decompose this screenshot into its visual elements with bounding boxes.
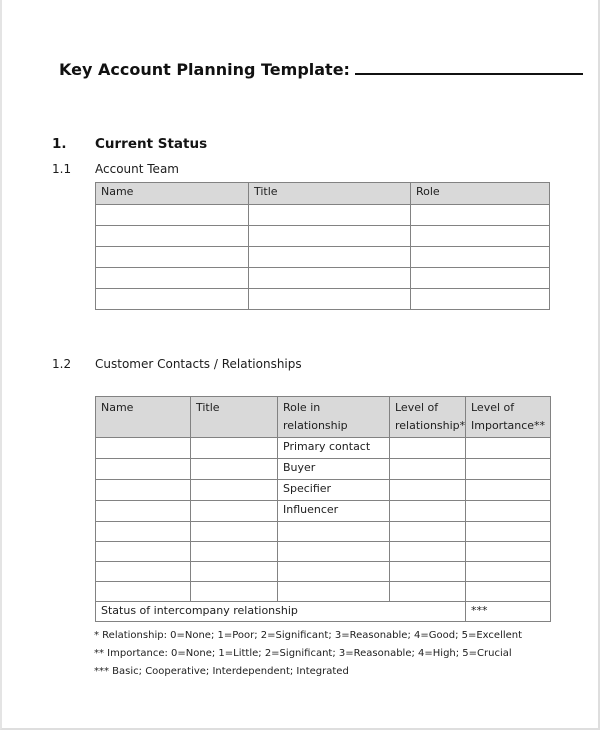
table-row	[96, 247, 550, 268]
column-header-level-of-relationship: Level of relationship*	[390, 397, 466, 438]
empty-cell	[191, 501, 278, 522]
title-blank-line	[355, 62, 583, 75]
table-row	[96, 582, 551, 602]
table-row	[96, 438, 551, 459]
empty-cell	[411, 247, 550, 268]
column-header-role-in-relationship: Role in relationship	[278, 397, 390, 438]
status-row	[96, 602, 551, 622]
empty-cell	[466, 459, 551, 480]
table-row	[96, 459, 551, 480]
section-number: 1.	[52, 136, 67, 152]
column-header-role: Role	[411, 183, 550, 205]
empty-cell	[278, 562, 390, 582]
role-cell: Buyer	[278, 459, 390, 480]
empty-cell	[96, 562, 191, 582]
empty-cell	[278, 542, 390, 562]
table-row	[96, 268, 550, 289]
subsection-number: 1.1	[52, 162, 72, 176]
empty-cell	[390, 522, 466, 542]
empty-cell	[466, 501, 551, 522]
role-cell: Specifier	[278, 480, 390, 501]
empty-cell	[96, 226, 249, 247]
empty-cell	[96, 438, 191, 459]
status-value-cell: ***	[466, 602, 551, 622]
empty-cell	[390, 501, 466, 522]
empty-cell	[191, 480, 278, 501]
empty-cell	[249, 247, 411, 268]
empty-cell	[96, 459, 191, 480]
empty-cell	[191, 438, 278, 459]
subsection-title: Account Team	[95, 162, 179, 176]
empty-cell	[96, 289, 249, 310]
subsection-title: Customer Contacts / Relationships	[95, 357, 302, 371]
table-row	[96, 480, 551, 501]
subsection-number: 1.2	[52, 357, 72, 371]
table-row	[96, 205, 550, 226]
empty-cell	[466, 480, 551, 501]
empty-cell	[249, 226, 411, 247]
table-row	[96, 289, 550, 310]
empty-cell	[96, 480, 191, 501]
table-row	[96, 542, 551, 562]
section-title: Current Status	[95, 136, 208, 152]
table-row	[96, 562, 551, 582]
empty-cell	[390, 542, 466, 562]
empty-cell	[390, 459, 466, 480]
column-header-level-of-importance: Level of Importance**	[466, 397, 551, 438]
column-header-title: Title	[191, 397, 278, 438]
role-cell: Primary contact	[278, 438, 390, 459]
subsection-heading-customer-contacts	[52, 357, 302, 371]
empty-cell	[96, 247, 249, 268]
footnote-status-scale: *** Basic; Cooperative; Interdependent; Integrated	[94, 666, 349, 677]
empty-cell	[466, 522, 551, 542]
empty-cell	[278, 582, 390, 602]
status-label-cell: Status of intercompany relationship	[96, 602, 466, 622]
empty-cell	[411, 205, 550, 226]
empty-cell	[191, 542, 278, 562]
empty-cell	[390, 562, 466, 582]
table-row	[96, 501, 551, 522]
column-header-name: Name	[96, 397, 191, 438]
empty-cell	[411, 289, 550, 310]
empty-cell	[390, 480, 466, 501]
column-header-name: Name	[96, 183, 249, 205]
table-row	[96, 226, 550, 247]
empty-cell	[411, 226, 550, 247]
empty-cell	[411, 268, 550, 289]
empty-cell	[191, 562, 278, 582]
empty-cell	[249, 268, 411, 289]
footnote-relationship-scale: * Relationship: 0=None; 1=Poor; 2=Significant; 3=Reasonable; 4=Good; 5=Excellent	[94, 630, 523, 641]
empty-cell	[191, 582, 278, 602]
footnote-importance-scale: ** Importance: 0=None; 1=Little; 2=Significant; 3=Reasonable; 4=High; 5=Crucial	[94, 648, 512, 659]
table-row	[96, 522, 551, 542]
empty-cell	[96, 542, 191, 562]
empty-cell	[390, 438, 466, 459]
footnotes	[94, 627, 522, 681]
empty-cell	[96, 582, 191, 602]
table-header-row	[96, 397, 551, 438]
page-title-text: Key Account Planning Template:	[59, 60, 350, 79]
subsection-heading-account-team	[52, 162, 179, 176]
table-header-row	[96, 183, 550, 205]
empty-cell	[390, 582, 466, 602]
empty-cell	[96, 522, 191, 542]
empty-cell	[96, 205, 249, 226]
empty-cell	[96, 268, 249, 289]
column-header-title: Title	[249, 183, 411, 205]
empty-cell	[249, 289, 411, 310]
section-heading-current-status	[52, 136, 207, 152]
empty-cell	[191, 522, 278, 542]
empty-cell	[466, 438, 551, 459]
customer-contacts-table	[95, 396, 551, 622]
empty-cell	[466, 562, 551, 582]
empty-cell	[466, 542, 551, 562]
role-cell: Influencer	[278, 501, 390, 522]
account-team-table	[95, 182, 550, 310]
page-title	[59, 60, 583, 79]
empty-cell	[249, 205, 411, 226]
empty-cell	[278, 522, 390, 542]
empty-cell	[96, 501, 191, 522]
empty-cell	[191, 459, 278, 480]
empty-cell	[466, 582, 551, 602]
